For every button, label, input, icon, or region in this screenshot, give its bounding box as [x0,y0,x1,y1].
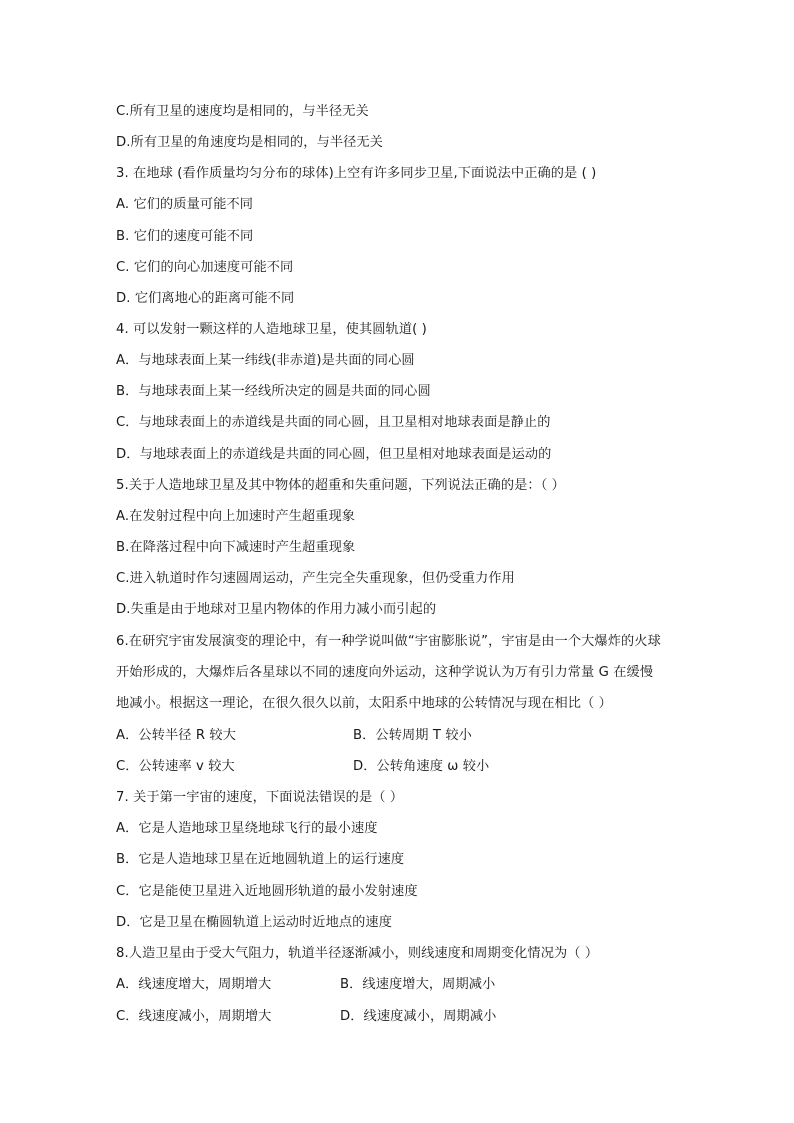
q8-option-c: C．线速度减小，周期增大 [116,1009,272,1024]
q5-option-c: C.进入轨道时作匀速圆周运动，产生完全失重现象，但仍受重力作用 [116,571,515,586]
q6-option-c: C．公转速率 v 较大 [116,759,235,774]
q5-option-d: D.失重是由于地球对卫星内物体的作用力减小而引起的 [116,602,437,617]
q2-option-d: D.所有卫星的角速度均是相同的，与半径无关 [116,135,384,150]
q8-option-b: B．线速度增大，周期减小 [340,977,496,992]
q7-option-b: B．它是人造地球卫星在近地圆轨道上的运行速度 [116,852,405,867]
q8-option-d: D．线速度减小，周期减小 [340,1009,497,1024]
q4-option-d: D．与地球表面上的赤道线是共面的同心圆，但卫星相对地球表面是运动的 [116,447,552,462]
q7-option-a: A．它是人造地球卫星绕地球飞行的最小速度 [116,821,378,836]
q6-stem-line2: 开始形成的，大爆炸后各星球以不同的速度向外运动，这种学说认为万有引力常量 G 在缓慢 [116,665,654,680]
q3-option-d: D. 它们离地心的距离可能不同 [116,291,295,306]
q6-option-b: B．公转周期 T 较小 [353,728,472,743]
q5-option-b: B.在降落过程中向下减速时产生超重现象 [116,540,356,555]
q2-option-c: C.所有卫星的速度均是相同的，与半径无关 [116,104,369,119]
q7-stem: 7. 关于第一宇宙的速度，下面说法错误的是（ ） [116,790,404,805]
q4-stem: 4. 可以发射一颗这样的人造地球卫星，使其圆轨道( ) [116,322,427,337]
q5-option-a: A.在发射过程中向上加速时产生超重现象 [116,509,356,524]
q3-option-b: B. 它们的速度可能不同 [116,229,254,244]
q4-option-b: B．与地球表面上某一经线所决定的圆是共面的同心圆 [116,384,431,399]
q8-option-a: A．线速度增大，周期增大 [116,977,272,992]
q4-option-c: C．与地球表面上的赤道线是共面的同心圆，且卫星相对地球表面是静止的 [116,415,551,430]
q6-option-d: D．公转角速度 ω 较小 [353,759,490,774]
q6-option-a: A．公转半径 R 较大 [116,728,236,743]
q6-stem-line1: 6.在研究宇宙发展演变的理论中，有一种学说叫做“宇宙膨胀说”，宇宙是由一个大爆炸的火球 [116,634,661,649]
q4-option-a: A．与地球表面上某一纬线(非赤道)是共面的同心圆 [116,353,415,368]
q6-stem-line3: 地减小。根据这一理论，在很久很久以前，太阳系中地球的公转情况与现在相比（ ） [116,696,612,711]
q7-option-d: D．它是卫星在椭圆轨道上运动时近地点的速度 [116,915,393,930]
q5-stem: 5.关于人造地球卫星及其中物体的超重和失重问题，下列说法正确的是：（ ） [116,478,565,493]
q7-option-c: C．它是能使卫星进入近地圆形轨道的最小发射速度 [116,884,418,899]
q3-option-c: C. 它们的向心加速度可能不同 [116,260,294,275]
q8-stem: 8.人造卫星由于受大气阻力，轨道半径逐渐减小，则线速度和周期变化情况为（ ） [116,946,599,961]
q3-option-a: A. 它们的质量可能不同 [116,197,254,212]
q3-stem: 3. 在地球 (看作质量均匀分布的球体)上空有许多同步卫星,下面说法中正确的是 ( ) [116,166,597,181]
